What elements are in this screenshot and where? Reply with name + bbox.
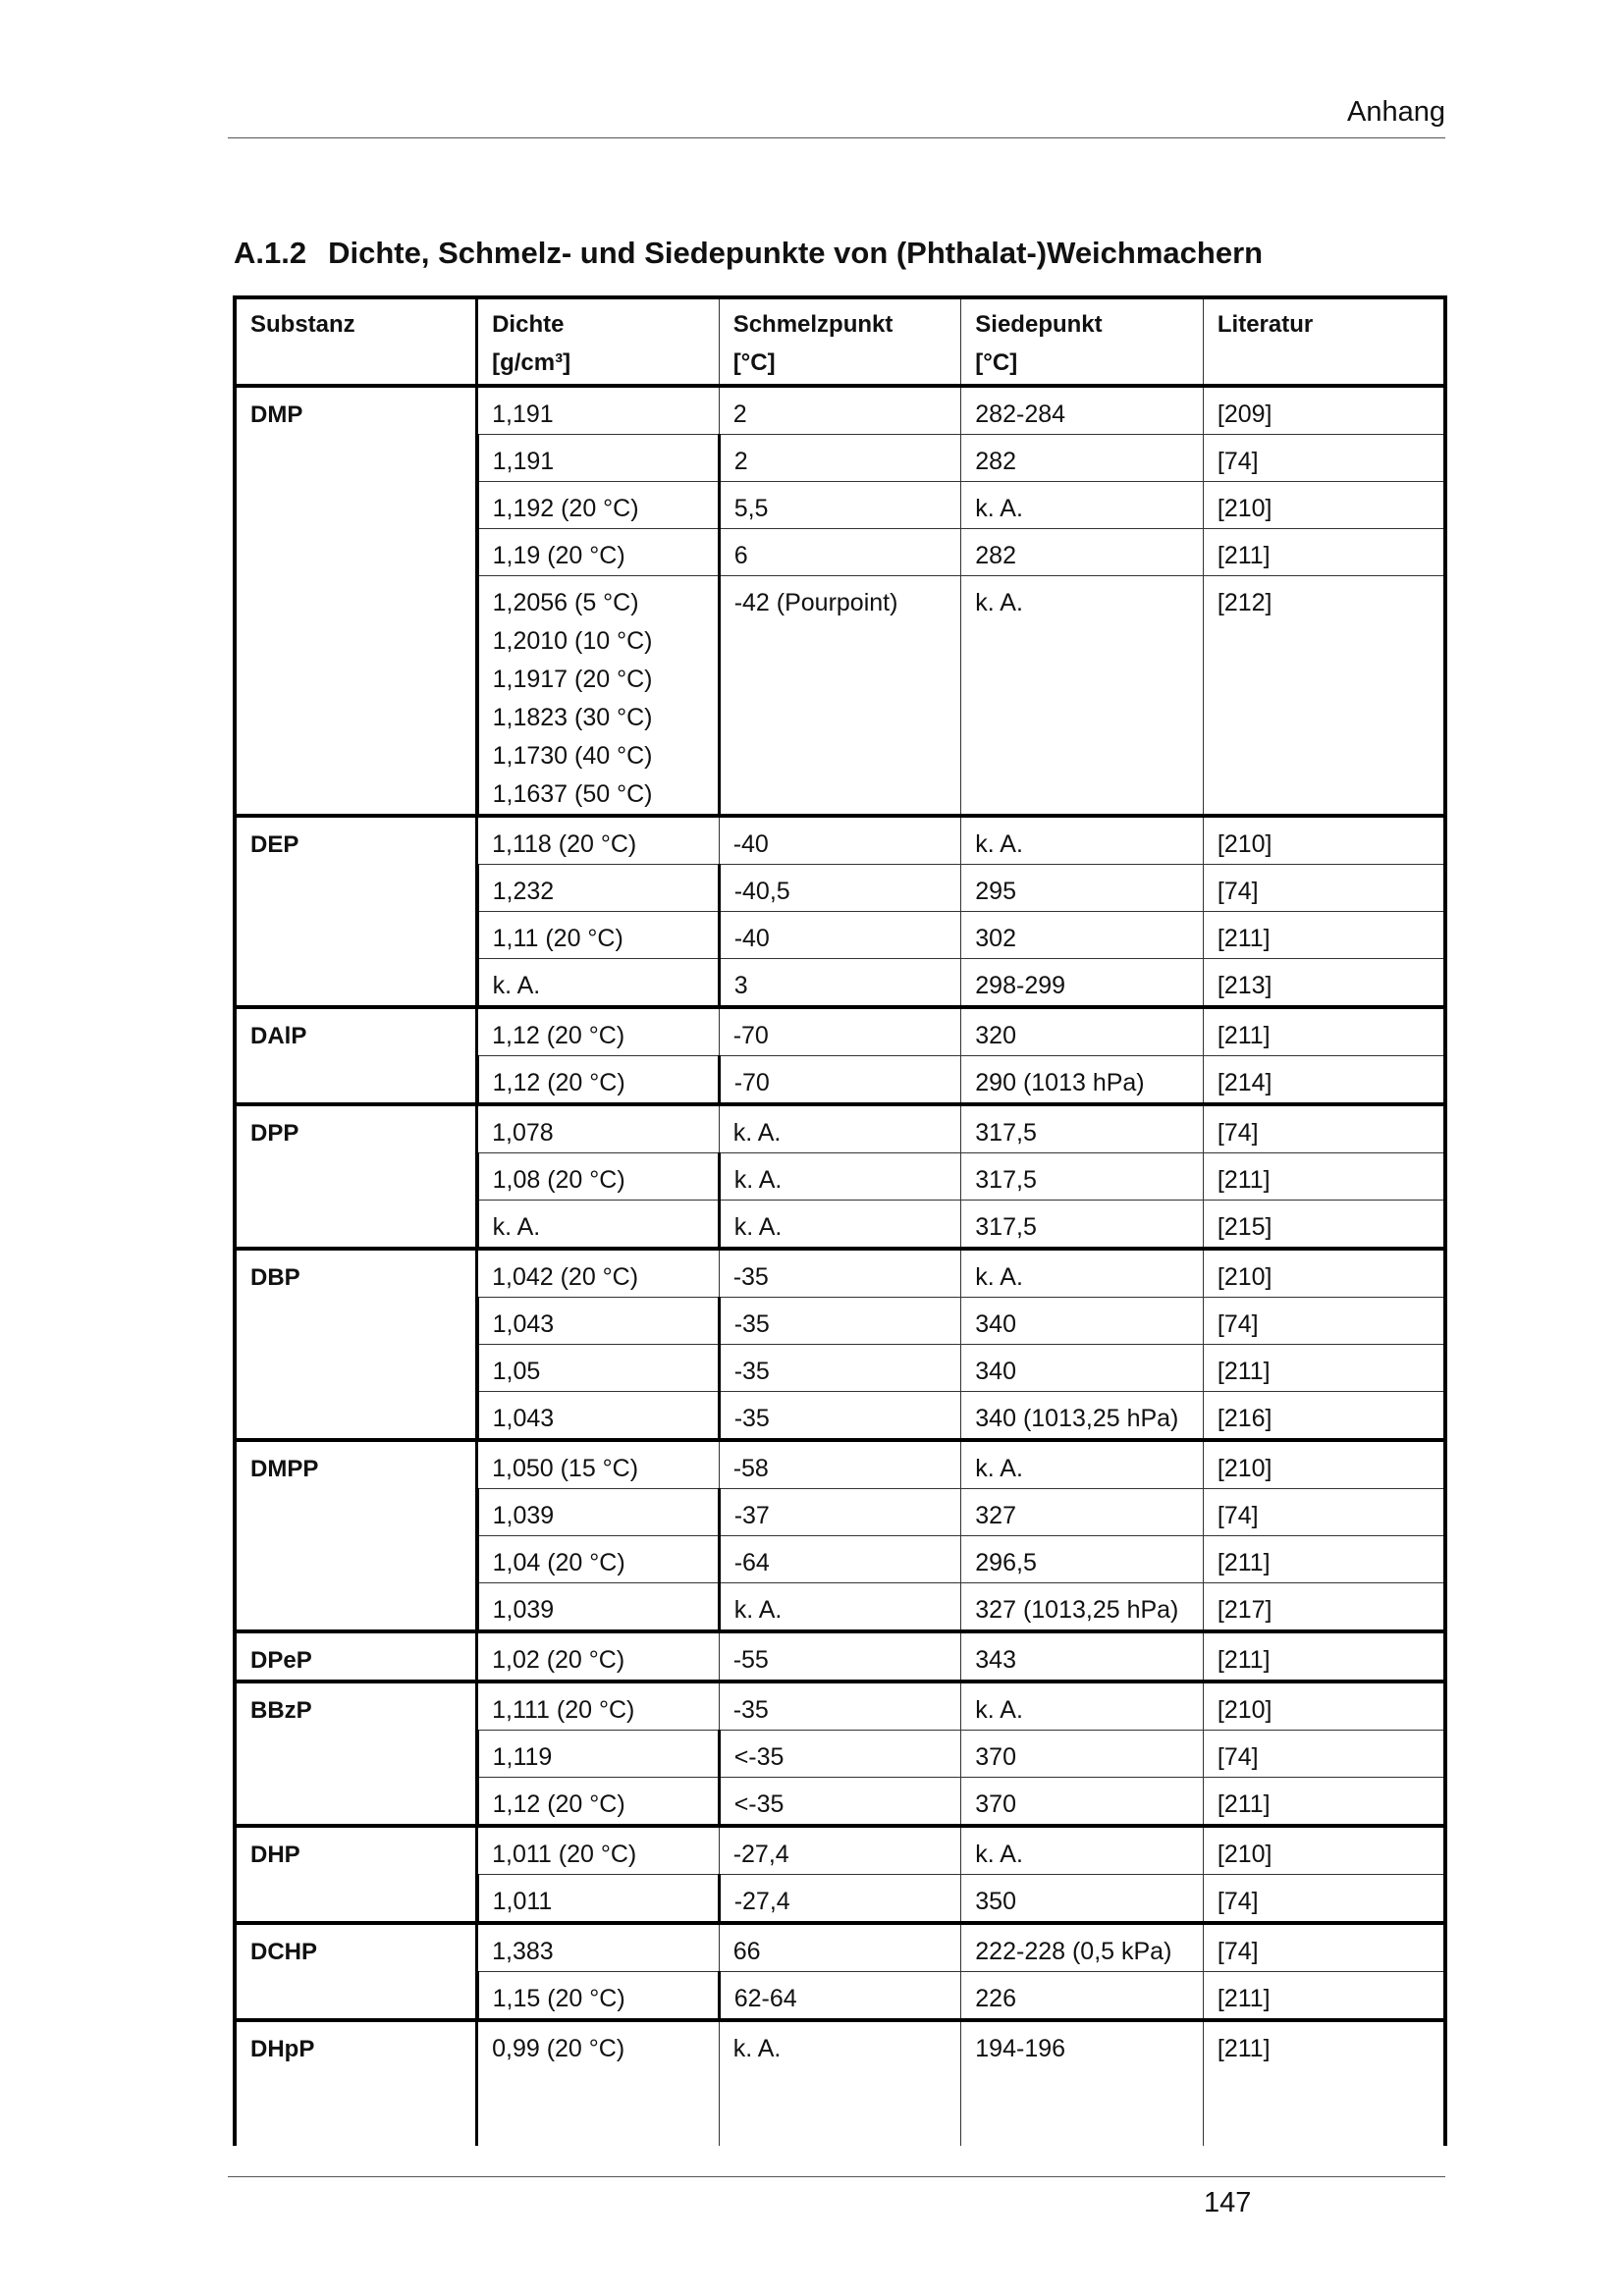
section-number: A.1.2 xyxy=(234,236,307,270)
table-cell: -35 xyxy=(719,1345,961,1392)
table-cell: k. A. xyxy=(961,576,1204,817)
table-cell: 302 xyxy=(961,912,1204,959)
table-cell: k. A. xyxy=(719,2020,961,2146)
table-cell: 1,111 (20 °C) xyxy=(477,1682,720,1731)
table-cell: [216] xyxy=(1203,1392,1445,1441)
table-cell: [215] xyxy=(1203,1201,1445,1250)
table-cell: k. A. xyxy=(719,1201,961,1250)
substance-cell: BBzP xyxy=(235,1682,477,1826)
column-header-unit: [°C] xyxy=(732,349,776,376)
table-cell: -35 xyxy=(719,1249,961,1298)
substance-cell: DPP xyxy=(235,1104,477,1249)
table-cell: [211] xyxy=(1203,1153,1445,1201)
table-cell: 1,050 (15 °C) xyxy=(477,1440,720,1489)
table-cell: 5,5 xyxy=(719,482,961,529)
table-cell: [74] xyxy=(1203,1489,1445,1536)
table-cell: 282 xyxy=(961,529,1204,576)
table-cell: -27,4 xyxy=(719,1826,961,1875)
table-cell: [210] xyxy=(1203,1826,1445,1875)
table-cell: 6 xyxy=(719,529,961,576)
table-cell: -37 xyxy=(719,1489,961,1536)
table-cell: 282 xyxy=(961,435,1204,482)
table-cell: 370 xyxy=(961,1778,1204,1827)
table-cell: 340 xyxy=(961,1298,1204,1345)
table-cell: [212] xyxy=(1203,576,1445,817)
table-cell: [210] xyxy=(1203,1682,1445,1731)
table-cell: 226 xyxy=(961,1972,1204,2021)
column-header-label: Literatur xyxy=(1217,311,1314,338)
substance-cell: DBP xyxy=(235,1249,477,1440)
table-cell: -55 xyxy=(719,1631,961,1682)
footer-rule xyxy=(228,2176,1445,2177)
table-cell: 1,383 xyxy=(477,1923,720,1972)
table-cell: 1,078 xyxy=(477,1104,720,1153)
table-cell: 1,191 xyxy=(477,386,720,435)
table-cell: 317,5 xyxy=(961,1201,1204,1250)
table-cell: [210] xyxy=(1203,1249,1445,1298)
table-cell: [211] xyxy=(1203,1536,1445,1583)
table-cell: k. A. xyxy=(961,816,1204,865)
table-cell: 1,12 (20 °C) xyxy=(477,1007,720,1056)
table-cell: 222-228 (0,5 kPa) xyxy=(961,1923,1204,1972)
table-cell: -70 xyxy=(719,1007,961,1056)
substance-cell: DMPP xyxy=(235,1440,477,1631)
table-cell: 320 xyxy=(961,1007,1204,1056)
table-cell: [210] xyxy=(1203,1440,1445,1489)
table-row xyxy=(235,1440,1445,1489)
column-header-unit: [°C] xyxy=(975,349,1018,376)
table-cell: [211] xyxy=(1203,1778,1445,1827)
table-cell: 1,192 (20 °C) xyxy=(477,482,720,529)
column-header xyxy=(961,297,1204,386)
table-cell: 1,119 xyxy=(477,1731,720,1778)
page-number: 147 xyxy=(1204,2187,1252,2218)
table-cell: k. A. xyxy=(961,482,1204,529)
table-cell: [74] xyxy=(1203,1104,1445,1153)
table-row xyxy=(235,1682,1445,1731)
table-cell: 0,99 (20 °C) xyxy=(477,2020,720,2146)
table-cell: 1,011 (20 °C) xyxy=(477,1826,720,1875)
table-row xyxy=(235,1631,1445,1682)
table-row xyxy=(235,1007,1445,1056)
column-header xyxy=(719,297,961,386)
table-cell: [211] xyxy=(1203,1631,1445,1682)
table-cell: 66 xyxy=(719,1923,961,1972)
table-cell: 1,039 xyxy=(477,1489,720,1536)
table-cell: 194-196 xyxy=(961,2020,1204,2146)
table-cell: 1,05 xyxy=(477,1345,720,1392)
table-cell: [213] xyxy=(1203,959,1445,1008)
table-cell: [210] xyxy=(1203,816,1445,865)
table-cell: 1,19 (20 °C) xyxy=(477,529,720,576)
table-cell: -40 xyxy=(719,816,961,865)
table-cell: 1,191 xyxy=(477,435,720,482)
table-row xyxy=(235,2020,1445,2146)
table-cell: [214] xyxy=(1203,1056,1445,1105)
table-cell: k. A. xyxy=(719,1583,961,1632)
substance-cell: DEP xyxy=(235,816,477,1007)
table-cell: k. A. xyxy=(961,1826,1204,1875)
table-cell: 1,15 (20 °C) xyxy=(477,1972,720,2021)
table-row xyxy=(235,816,1445,865)
table-cell: 1,04 (20 °C) xyxy=(477,1536,720,1583)
table-cell: 290 (1013 hPa) xyxy=(961,1056,1204,1105)
properties-table xyxy=(233,295,1447,2146)
table-cell: 343 xyxy=(961,1631,1204,1682)
table-cell: [211] xyxy=(1203,1972,1445,2021)
column-header-unit: [g/cm³] xyxy=(492,349,571,376)
column-header-label: Siedepunkt xyxy=(975,311,1103,338)
table-cell: k. A. xyxy=(961,1440,1204,1489)
table-cell: [211] xyxy=(1203,912,1445,959)
table-cell: 2 xyxy=(719,435,961,482)
table-row xyxy=(235,1249,1445,1298)
table-cell: [74] xyxy=(1203,1923,1445,1972)
table-cell: [211] xyxy=(1203,1345,1445,1392)
table-cell: 340 xyxy=(961,1345,1204,1392)
table-cell: 340 (1013,25 hPa) xyxy=(961,1392,1204,1441)
table-cell: [209] xyxy=(1203,386,1445,435)
table-cell: 1,039 xyxy=(477,1583,720,1632)
section-title: Dichte, Schmelz- und Siedepunkte von (Phthalat-)Weichmachern xyxy=(328,236,1264,270)
table-cell: k. A. xyxy=(961,1682,1204,1731)
table-row xyxy=(235,1826,1445,1875)
substance-cell: DMP xyxy=(235,386,477,816)
table-row xyxy=(235,1104,1445,1153)
table-cell: [74] xyxy=(1203,435,1445,482)
table-cell: [211] xyxy=(1203,529,1445,576)
substance-cell: DCHP xyxy=(235,1923,477,2020)
table-cell: -27,4 xyxy=(719,1875,961,1924)
substance-cell: DHP xyxy=(235,1826,477,1923)
table-cell: k. A. xyxy=(477,1201,720,1250)
table-cell: [74] xyxy=(1203,1731,1445,1778)
table-cell: 1,043 xyxy=(477,1392,720,1441)
table-cell: -58 xyxy=(719,1440,961,1489)
table-cell: 350 xyxy=(961,1875,1204,1924)
running-header: Anhang xyxy=(1347,96,1445,128)
table-row xyxy=(235,1923,1445,1972)
table-cell: -35 xyxy=(719,1682,961,1731)
table-cell: [217] xyxy=(1203,1583,1445,1632)
table-header-row xyxy=(235,297,1445,386)
table-cell: 317,5 xyxy=(961,1153,1204,1201)
table-cell: 296,5 xyxy=(961,1536,1204,1583)
table-cell: 1,2056 (5 °C) 1,2010 (10 °C) 1,1917 (20 °C) 1,1823 (30 °C) 1,1730 (40 °C) 1,1637 (50 °C) xyxy=(477,576,720,817)
table-cell: 1,232 xyxy=(477,865,720,912)
column-header-label: Schmelzpunkt xyxy=(732,311,893,338)
table-cell: 317,5 xyxy=(961,1104,1204,1153)
table-cell: [210] xyxy=(1203,482,1445,529)
table-cell: [211] xyxy=(1203,2020,1445,2146)
table-cell: [211] xyxy=(1203,1007,1445,1056)
table-cell: 1,042 (20 °C) xyxy=(477,1249,720,1298)
table-cell: [74] xyxy=(1203,865,1445,912)
table-cell: k. A. xyxy=(961,1249,1204,1298)
table-cell: -35 xyxy=(719,1298,961,1345)
table-cell: k. A. xyxy=(719,1104,961,1153)
column-header xyxy=(1203,297,1445,386)
table-cell: 62-64 xyxy=(719,1972,961,2021)
table-cell: [74] xyxy=(1203,1298,1445,1345)
section-heading xyxy=(234,236,1263,271)
table-cell: <-35 xyxy=(719,1778,961,1827)
table-cell: -40,5 xyxy=(719,865,961,912)
table-cell: [74] xyxy=(1203,1875,1445,1924)
table-cell: 1,043 xyxy=(477,1298,720,1345)
substance-cell: DHpP xyxy=(235,2020,477,2146)
table-cell: -42 (Pourpoint) xyxy=(719,576,961,817)
column-header xyxy=(477,297,720,386)
table-cell: <-35 xyxy=(719,1731,961,1778)
table-cell: -64 xyxy=(719,1536,961,1583)
table-cell: 370 xyxy=(961,1731,1204,1778)
column-header xyxy=(235,297,477,386)
table-cell: 3 xyxy=(719,959,961,1008)
table-cell: 1,12 (20 °C) xyxy=(477,1778,720,1827)
table-cell: k. A. xyxy=(477,959,720,1008)
table-cell: 1,011 xyxy=(477,1875,720,1924)
table-cell: 298-299 xyxy=(961,959,1204,1008)
substance-cell: DAlP xyxy=(235,1007,477,1104)
table-cell: 1,12 (20 °C) xyxy=(477,1056,720,1105)
column-header-label: Dichte xyxy=(492,311,565,338)
table-cell: -40 xyxy=(719,912,961,959)
table-cell: 1,118 (20 °C) xyxy=(477,816,720,865)
table-cell: 295 xyxy=(961,865,1204,912)
column-header-label: Substanz xyxy=(250,311,355,338)
table-cell: -35 xyxy=(719,1392,961,1441)
table-cell: 1,02 (20 °C) xyxy=(477,1631,720,1682)
table-cell: 2 xyxy=(719,386,961,435)
table-cell: 327 (1013,25 hPa) xyxy=(961,1583,1204,1632)
table-cell: 1,11 (20 °C) xyxy=(477,912,720,959)
header-rule xyxy=(228,137,1445,138)
table-cell: 282-284 xyxy=(961,386,1204,435)
table-cell: -70 xyxy=(719,1056,961,1105)
table-cell: k. A. xyxy=(719,1153,961,1201)
table-row xyxy=(235,386,1445,435)
table-cell: 1,08 (20 °C) xyxy=(477,1153,720,1201)
substance-cell: DPeP xyxy=(235,1631,477,1682)
table-cell: 327 xyxy=(961,1489,1204,1536)
